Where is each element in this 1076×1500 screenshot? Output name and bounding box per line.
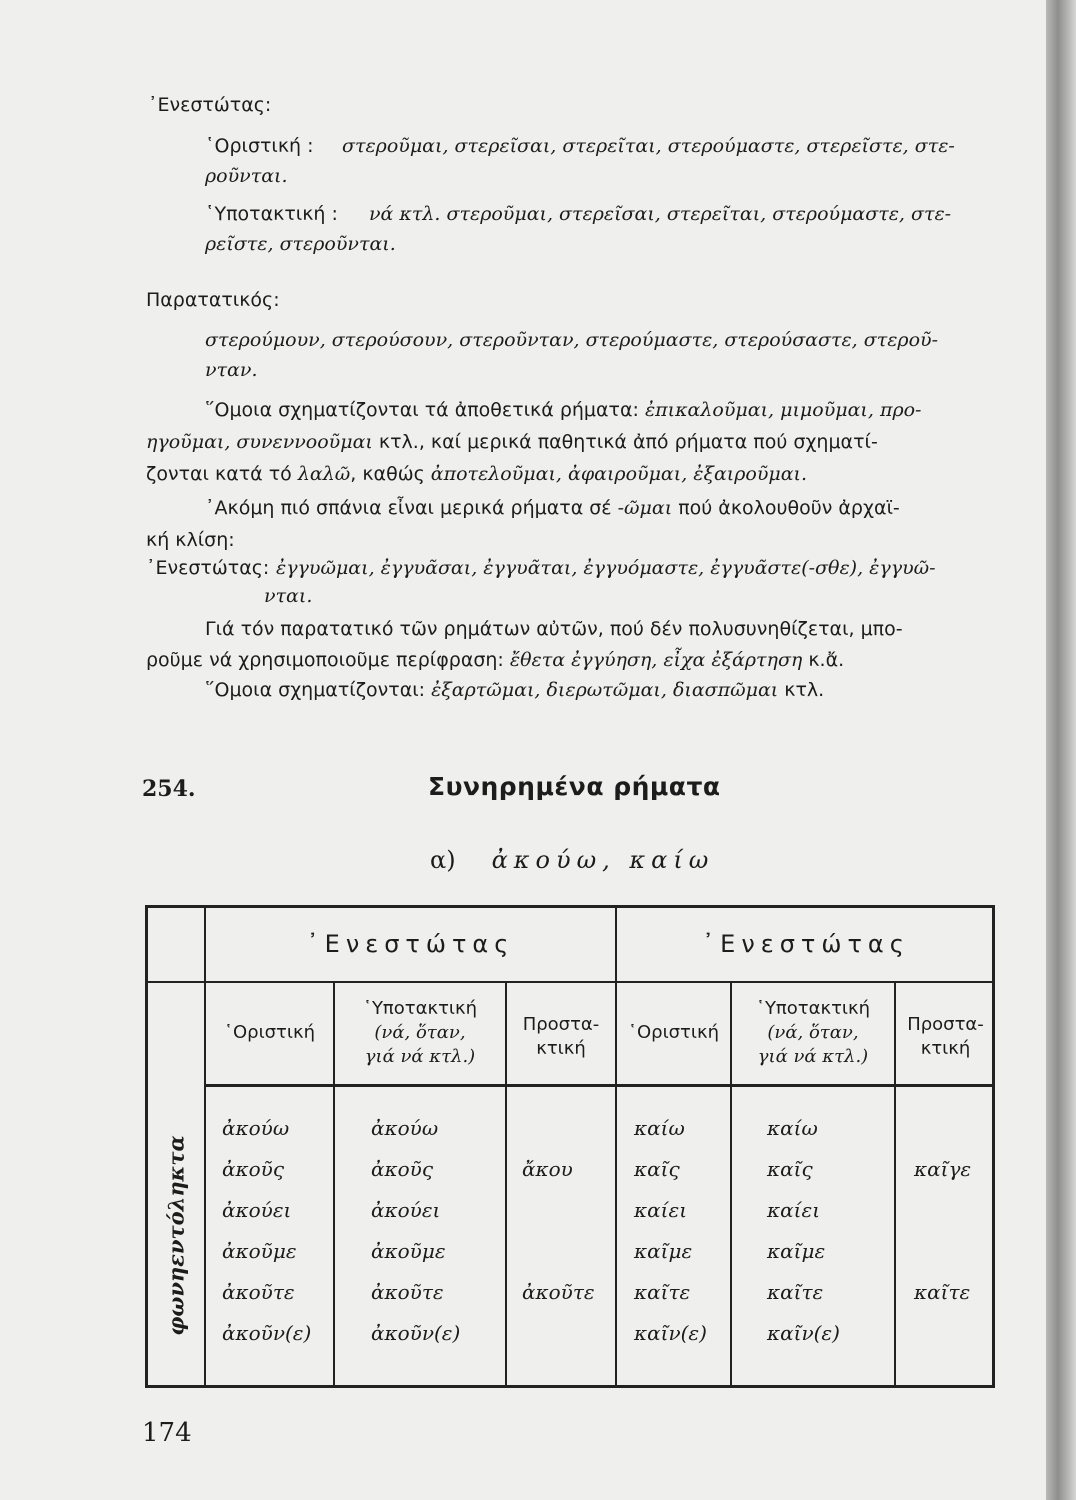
form-cell [914,1190,971,1231]
form-cell: καίει [767,1198,821,1222]
enestotas-label: ᾿Ενεστώτας: [148,94,272,116]
forms-column-kaio-oristiki [634,1108,707,1354]
para1-examples-3: ἀποτελοῦμαι, ἀφαιροῦμαι, ἐξαιροῦμαι. [430,463,808,485]
form-cell: καίω [634,1116,685,1140]
para3-text-2: κ.ἄ. [802,649,845,671]
form-cell [522,1190,595,1231]
col-header-line: ῾Οριστική [627,1022,720,1043]
subtitle-words: ἀκούω, καίω [491,846,715,874]
group-header-1: ᾿Ενεστώτας [306,930,515,958]
form-cell: καῖγε [914,1157,972,1181]
para2-ending: -ῶμαι [617,497,673,519]
row-label: φωνηεντόληκτα [163,1134,189,1336]
col-header-line: γιά νά κτλ.) [364,1046,476,1067]
form-cell: ἀκούω [222,1116,290,1140]
col-header-line: ῾Υποτακτική [755,998,871,1019]
form-cell: ἀκοῦμε [371,1239,446,1263]
col-header-oristiki-1 [206,1021,333,1045]
form-cell: ἀκούει [222,1198,292,1222]
col-header-line: Προστα- [522,1014,600,1035]
table-vline-group [615,905,617,1388]
form-cell: ἀκοῦμε [222,1239,297,1263]
para1-line2 [146,430,878,454]
form-cell: ἀκούω [371,1116,439,1140]
paratatikos-label: Παρατατικός: [146,289,280,311]
col-header-prostaktiki-1 [507,1013,615,1061]
form-cell [522,1108,595,1149]
para3-line1: Γιά τόν παρατατικό τῶν ρημάτων αὐτῶν, πού δέν πολυσυνηθίζεται, μπο- [205,618,903,640]
para1-text-3: ζονται κατά τό [146,463,298,485]
para3-line2 [146,648,844,672]
form-cell: καίει [634,1198,688,1222]
para1-examples: ἐπικαλοῦμαι, μιμοῦμαι, προ- [644,399,922,421]
oristiki-forms-line2: ροῦνται. [205,165,288,187]
form-cell: ἀκοῦν(ε) [222,1321,312,1345]
form-cell: καῖτε [767,1280,824,1304]
form-cell: καίω [767,1116,818,1140]
table-hline-1 [145,981,995,983]
forms-column-akouo-ypotaktiki [371,1108,460,1354]
table-vline-label [204,905,206,1388]
form-cell: καῖν(ε) [767,1321,840,1345]
para2-line2: κή κλίση: [146,529,235,551]
group-header-2: ᾿Ενεστώτας [702,930,910,958]
para2-line1 [205,496,900,520]
para4-line1 [205,678,824,702]
form-cell [522,1231,595,1272]
forms-column-akouo-prostaktiki [522,1108,595,1354]
para1-text: ῞Ομοια σχηματίζονται τά ἀποθετικά ρήματα: [205,399,645,421]
col-header-line: κτική [920,1038,971,1059]
form-cell: καῖς [767,1157,813,1181]
col-header-line: (νά, ὅταν, [767,1022,859,1043]
para3-examples: ἔθετα ἐγγύηση, εἶχα ἐξάρτηση [509,649,803,671]
form-cell: καῖτε [914,1280,971,1304]
col-header-line: γιά νά κτλ.) [757,1046,869,1067]
col-header-line: κτική [536,1038,586,1059]
para2-ene-forms: ἐγγυῶμαι, ἐγγυᾶσαι, ἐγγυᾶται, ἐγγυόμαστε, ἐγγυᾶστε(-σθε), ἐγγυῶ- [276,557,936,579]
form-cell [914,1313,971,1354]
para4-examples: ἐξαρτῶμαι, διερωτῶμαι, διασπῶμαι [431,679,779,701]
form-cell: καῖς [634,1157,680,1181]
ypotaktiki-forms-line1: νά κτλ. στεροῦμαι, στερεῖσαι, στερεῖται, στερούμαστε, στε- [369,203,952,225]
form-cell: ἀκοῦτε [222,1280,295,1304]
section-title: Συνηρημένα ρήματα [428,772,721,801]
form-cell [914,1108,971,1149]
form-cell: ἀκοῦς [371,1157,434,1181]
oristiki-forms-line1: στεροῦμαι, στερεῖσαι, στερεῖται, στερούμαστε, στερεῖστε, στε- [342,135,955,157]
form-cell: ἀκοῦς [222,1157,285,1181]
para1-text-2: κτλ., καί μερικά παθητικά ἀπό ρήματα πού σχηματί- [372,431,878,453]
form-cell: ἄκου [522,1157,573,1181]
forms-column-akouo-oristiki [222,1108,311,1354]
paratatikos-forms-line2: νταν. [205,359,258,381]
col-header-line: ῾Οριστική [223,1022,316,1043]
para4-text-2: κτλ. [778,679,825,701]
form-cell: καῖτε [634,1280,691,1304]
ypotaktiki-forms-line2: ρεῖστε, στεροῦνται. [205,233,396,255]
form-cell: καῖμε [767,1239,826,1263]
form-cell: ἀκοῦτε [371,1280,444,1304]
para1-examples-2: ηγοῦμαι, συνεννοοῦμαι [146,431,373,453]
para2-ene-label: ᾿Ενεστώτας: [146,557,270,579]
col-header-ypotaktiki-2 [732,997,894,1069]
para2-text-2: πού ἀκολουθοῦν ἀρχαϊ- [672,497,900,519]
col-header-ypotaktiki-1 [335,997,505,1069]
col-header-line: (νά, ὅταν, [374,1022,466,1043]
form-cell: καῖμε [634,1239,693,1263]
page-edge-shadow [1046,0,1076,1500]
form-cell [914,1231,971,1272]
col-header-prostaktiki-2 [896,1013,995,1061]
section-subtitle [430,846,714,874]
oristiki-label: ῾Οριστική : [205,135,314,157]
form-cell: καῖν(ε) [634,1321,707,1345]
para1-text-4: , καθώς [350,463,431,485]
para1-line3 [146,462,807,486]
table-hline-2 [204,1084,995,1087]
row-label-cell [148,1085,204,1385]
form-cell: ἀκοῦτε [522,1280,595,1304]
para1-line1 [205,398,921,422]
page-number: 174 [142,1418,192,1448]
para2-ene-forms-2: νται. [264,585,313,607]
col-header-line: ῾Υποτακτική [362,998,478,1019]
para1-example-lalo: λαλῶ [297,463,351,485]
para3-text: ροῦμε νά χρησιμοποιοῦμε περίφραση: [146,649,510,671]
para2-text: ᾿Ακόμη πιό σπάνια εἶναι μερικά ρήματα σέ [205,497,618,519]
form-cell [522,1313,595,1354]
subtitle-prefix: α) [430,846,456,874]
forms-column-kaio-ypotaktiki [767,1108,840,1354]
col-header-line: Προστα- [907,1014,984,1035]
section-number: 254. [142,776,196,802]
col-header-oristiki-2 [617,1021,730,1045]
form-cell: ἀκούει [371,1198,441,1222]
forms-column-kaio-prostaktiki [914,1108,971,1354]
paratatikos-forms-line1: στερούμουν, στερούσουν, στεροῦνταν, στερούμαστε, στερούσαστε, στεροῦ- [205,329,939,351]
ypotaktiki-label: ῾Υποτακτική : [205,203,338,225]
para4-text: ῞Ομοια σχηματίζονται: [205,679,432,701]
form-cell: ἀκοῦν(ε) [371,1321,461,1345]
